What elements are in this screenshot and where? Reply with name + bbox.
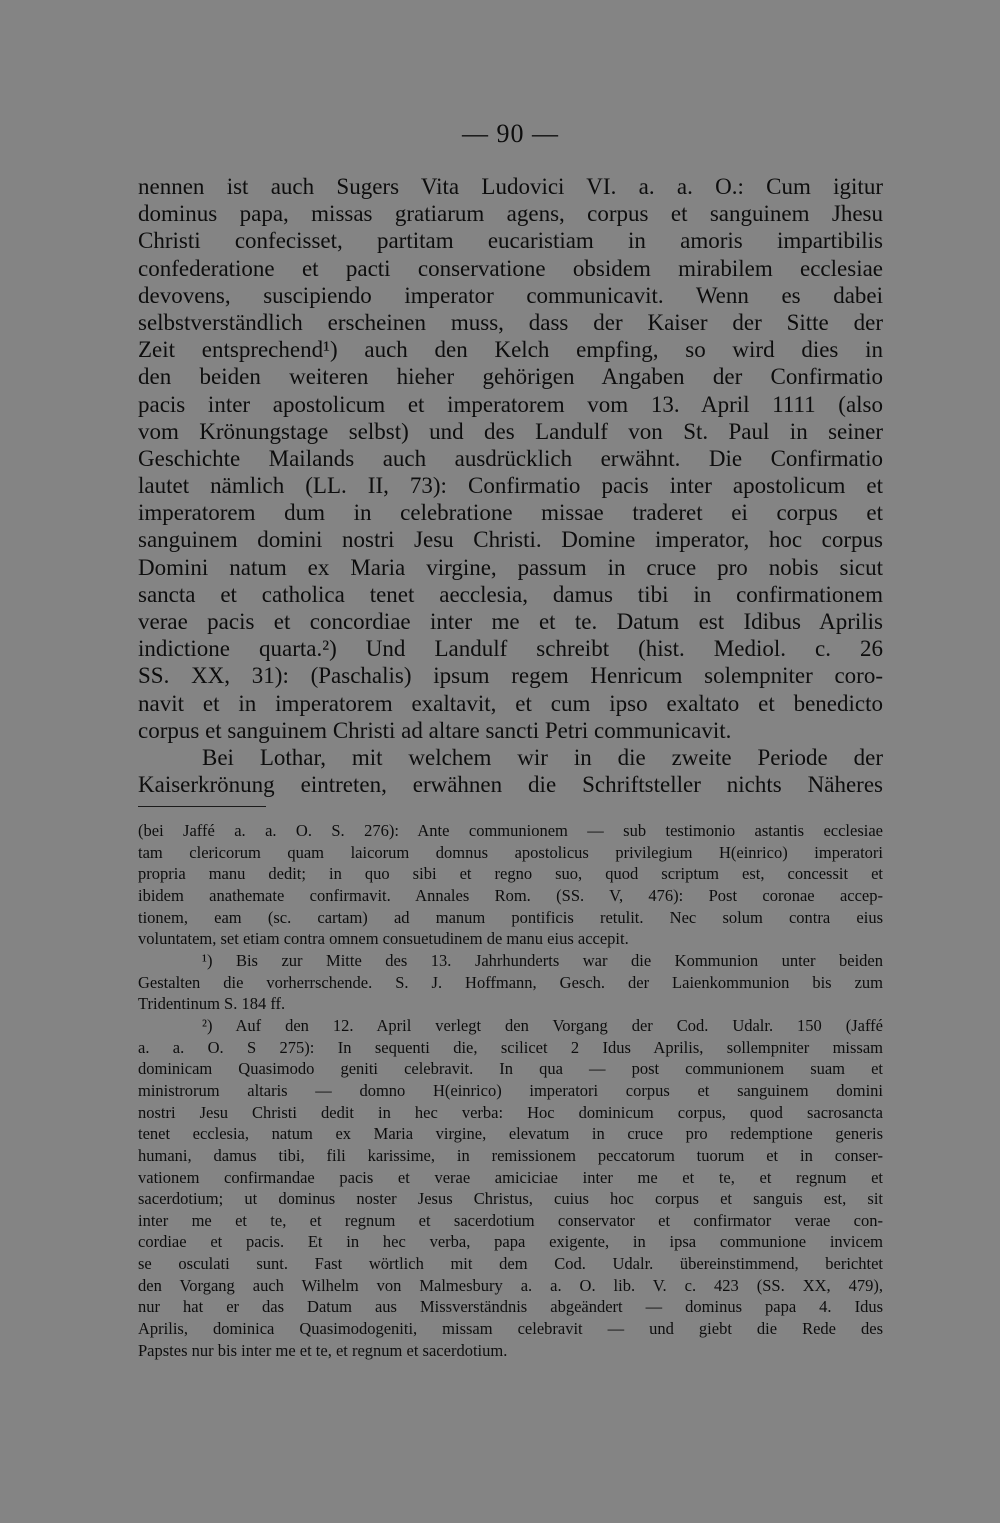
body-line: Bei Lothar, mit welchem wir in die zweite Periode der — [202, 744, 883, 770]
footnote-2-line: humani, damus tibi, fili karissime, in remissionem peccatorum tuorum et in conser- — [138, 1145, 883, 1165]
footnote-line: tionem, eam (sc. cartam) ad manum pontificis retulit. Nec solum contra eius — [138, 907, 883, 927]
footnote-2-line: Aprilis, dominica Quasimodogeniti, missam celebravit — und giebt die Rede des — [138, 1319, 883, 1339]
footnote-1-line: Gestalten die vorherrschende. S. J. Hoffmann, Gesch. der Laienkommunion bis zum — [138, 972, 883, 992]
footnote-line: voluntatem, set etiam contra omnem consuetudinem de manu eius accepit. — [138, 929, 629, 949]
body-line: Christi confecisset, partitam eucaristiam in amoris impartibilis — [138, 228, 883, 254]
body-line: Geschichte Mailands auch ausdrücklich erwähnt. Die Confirmatio — [138, 445, 883, 471]
footnote-separator — [138, 806, 266, 807]
footnote-2-line: ministrorum altaris — domno H(einrico) imperatori corpus et sanguinem domini — [138, 1080, 883, 1100]
footnote-2-line: a. a. O. S 275): In sequenti die, scilicet 2 Idus Aprilis, sollempniter missam — [138, 1037, 883, 1057]
footnotes — [138, 820, 883, 1361]
body-line: nennen ist auch Sugers Vita Ludovici VI. a. a. O.: Cum igitur — [138, 174, 883, 199]
body-line: pacis inter apostolicum et imperatorem vom 13. April 1111 (also — [138, 391, 883, 417]
body-line: Domini natum ex Maria virgine, passum in cruce pro nobis sicut — [138, 554, 883, 580]
footnote-1-line: Tridentinum S. 184 ff. — [138, 994, 286, 1014]
body-line: sancta et catholica tenet aecclesia, damus tibi in confirmationem — [138, 581, 883, 607]
body-line: confederatione et pacti conservatione obsidem mirabilem ecclesiae — [138, 255, 883, 281]
footnote-line: propria manu dedit; in quo sibi et regno suo, quod scriptum est, concessit et — [138, 864, 883, 884]
body-line: Zeit entsprechend¹) auch den Kelch empfing, so wird dies in — [138, 337, 883, 363]
body-line: den beiden weiteren hieher gehörigen Angaben der Confirmatio — [138, 364, 883, 390]
footnote-2-line: vationem confirmandae pacis et verae amiciciae inter me et te, et regnum et — [138, 1167, 883, 1187]
body-line: selbstverständlich erscheinen muss, dass der Kaiser der Sitte der — [138, 309, 883, 335]
body-line: vom Krönungstage selbst) und des Landulf von St. Paul in seiner — [138, 418, 883, 444]
body-line: lautet nämlich (LL. II, 73): Confirmatio pacis inter apostolicum et — [138, 473, 883, 499]
footnote-line: ibidem anathemate confirmavit. Annales Rom. (SS. V, 476): Post coronae accep- — [138, 885, 883, 905]
footnote-2-line: nostri Jesu Christi dedit in hec verba: Hoc dominicum corpus, quod sacrosancta — [138, 1102, 883, 1122]
body-line: dominus papa, missas gratiarum agens, corpus et sanguinem Jhesu — [138, 201, 883, 227]
footnote-2-line: se osculati sunt. Fast wörtlich mit dem Cod. Udalr. übereinstimmend, berichtet — [138, 1254, 883, 1274]
footnote-2-line: Papstes nur bis inter me et te, et regnum et sacerdotium. — [138, 1340, 508, 1360]
footnote-2-line: den Vorgang auch Wilhelm von Malmesbury a. a. O. lib. V. c. 423 (SS. XX, 479), — [138, 1275, 883, 1295]
body-line: imperatorem dum in celebratione missae traderet ei corpus et — [138, 500, 883, 526]
footnote-line: (bei Jaffé a. a. O. S. 276): Ante communionem — sub testimonio astantis ecclesiae — [138, 821, 883, 840]
footnote-2-line: cordiae et pacis. Et in hec verba, papa exigente, in ipsa communione invicem — [138, 1232, 883, 1252]
body-text — [138, 173, 883, 798]
body-line: sanguinem domini nostri Jesu Christi. Domine imperator, hoc corpus — [138, 527, 883, 553]
body-line: Kaiserkrönung eintreten, erwähnen die Schriftsteller nichts Näheres — [138, 772, 883, 798]
footnote-2-line: sacerdotium; ut dominus noster Jesus Christus, cuius hoc corpus et sanguis est, sit — [138, 1189, 883, 1209]
body-line: navit et in imperatorem exaltavit, et cum ipso exaltato et benedicto — [138, 690, 883, 716]
footnote-2-line: nur hat er das Datum aus Missverständnis abgeändert — dominus papa 4. Idus — [138, 1297, 883, 1317]
body-line: indictione quarta.²) Und Landulf schreibt (hist. Mediol. c. 26 — [138, 636, 883, 662]
footnote-2-line: inter me et te, et regnum et sacerdotium conservator et confirmator verae con- — [138, 1210, 883, 1230]
body-line: devovens, suscipiendo imperator communicavit. Wenn es dabei — [138, 282, 883, 308]
footnote-1-line: ¹) Bis zur Mitte des 13. Jahrhunderts war die Kommunion unter beiden — [202, 950, 883, 970]
footnote-2-line: tenet ecclesia, natum ex Maria virgine, elevatum in cruce pro redemptione generis — [138, 1124, 883, 1144]
body-line: verae pacis et concordiae inter me et te. Datum est Idibus Aprilis — [138, 609, 883, 634]
page-number: — 90 — — [462, 119, 559, 148]
footnote-line: tam clericorum quam laicorum domnus apostolicus privilegium H(einrico) imperatori — [138, 842, 883, 862]
footnote-2-line: ²) Auf den 12. April verlegt den Vorgang der Cod. Udalr. 150 (Jaffé — [202, 1015, 883, 1035]
footnote-2-line: dominicam Quasimodo geniti celebravit. In qua — post communionem suam et — [138, 1059, 883, 1079]
body-line: corpus et sanguinem Christi ad altare sancti Petri communicavit. — [138, 717, 732, 743]
body-line: SS. XX, 31): (Paschalis) ipsum regem Henricum solempniter coro- — [138, 663, 883, 689]
